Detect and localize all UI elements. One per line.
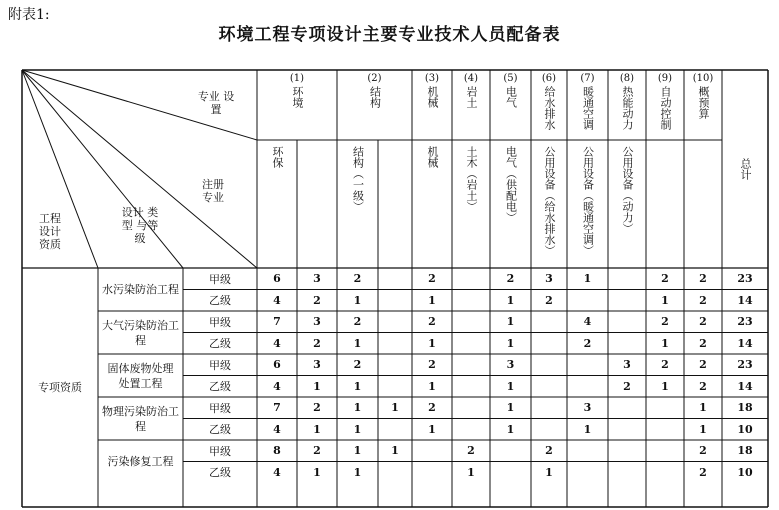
design-type-4: 物理污染防治工程 [102, 404, 179, 433]
table-cell: 2 [699, 272, 707, 286]
table-cell: 1 [313, 379, 321, 393]
table-cell: 3 [623, 358, 631, 372]
table-cell: 18 [737, 401, 753, 415]
table-cell: 3 [545, 272, 553, 286]
table-cell: 2 [545, 293, 553, 307]
specialty-name-10: 概预算 [697, 86, 710, 119]
table-cell: 1 [661, 336, 669, 350]
table-cell: 2 [313, 444, 321, 458]
table-cell: 2 [313, 401, 321, 415]
registered-specialty-1: 环保 [271, 146, 284, 168]
registered-specialty-5: 机械 [426, 146, 439, 168]
table-cell: 1 [506, 315, 515, 329]
table-cell: 2 [661, 358, 669, 372]
specialty-number-10: (10) [692, 73, 714, 84]
table-cell: 2 [545, 444, 553, 458]
table-cell: 1 [391, 444, 399, 458]
specialty-number-3: (3) [424, 73, 440, 84]
table-cell: 7 [273, 315, 281, 329]
specialty-number-4: (4) [463, 73, 479, 84]
table-cell: 1 [506, 293, 515, 307]
specialty-name-7: 暖通空调 [581, 86, 595, 130]
table-cell: 8 [273, 444, 281, 458]
grade-label: 乙级 [209, 423, 231, 437]
table-cell: 23 [737, 315, 753, 329]
table-cell: 2 [699, 358, 707, 372]
table-cell: 1 [699, 401, 707, 415]
specialty-number-9: (9) [657, 73, 673, 84]
specialty-name-9: 自动控制 [659, 86, 672, 130]
design-type-1: 水污染防治工程 [102, 283, 179, 296]
table-cell: 2 [699, 444, 707, 458]
table-cell: 2 [623, 379, 631, 393]
grade-label: 乙级 [209, 380, 231, 394]
table-cell: 3 [313, 272, 321, 286]
table-cell: 4 [273, 379, 281, 393]
table-cell: 1 [428, 422, 436, 436]
table-cell: 6 [273, 358, 281, 372]
table-cell: 2 [661, 315, 669, 329]
table-cell: 2 [699, 379, 707, 393]
table-cell: 1 [428, 293, 436, 307]
specialty-name-5: 电气 [504, 86, 518, 108]
specialty-setting-label: 专业 设置 [197, 90, 235, 116]
specialty-number-8: (8) [619, 73, 635, 84]
specialty-name-4: 岩土 [465, 86, 478, 108]
table-cell: 1 [353, 401, 362, 415]
qualification-name: 专项资质 [38, 381, 82, 394]
specialty-name-1: 环境 [291, 86, 304, 108]
grade-label: 乙级 [209, 466, 231, 480]
table-cell: 2 [699, 293, 707, 307]
specialty-number-1: (1) [289, 73, 305, 84]
specialty-name-6: 给水排水 [543, 86, 556, 130]
table-cell: 1 [545, 465, 553, 479]
grade-label: 甲级 [209, 315, 231, 329]
table-cell: 3 [506, 358, 515, 372]
design-type-2: 大气污染防治工程 [102, 318, 179, 347]
grade-label: 甲级 [209, 444, 231, 458]
table-cell: 2 [428, 401, 436, 415]
table-cell: 10 [737, 465, 753, 479]
table-title: 环境工程专项设计主要专业技术人员配备表 [218, 25, 561, 45]
grade-label: 甲级 [209, 401, 231, 415]
specialty-number-7: (7) [580, 73, 595, 84]
table-cell: 2 [661, 272, 669, 286]
table-cell: 1 [506, 401, 515, 415]
table-cell: 4 [273, 422, 281, 436]
table-cell: 18 [737, 444, 753, 458]
table-cell: 2 [699, 315, 707, 329]
table-cell: 1 [313, 422, 321, 436]
table-cell: 1 [661, 379, 669, 393]
table-cell: 3 [313, 358, 321, 372]
registered-specialty-7: 电气（供配电） [504, 146, 518, 223]
table-cell: 2 [353, 358, 362, 372]
specialty-name-3: 机械 [426, 86, 439, 108]
specialty-number-6: (6) [541, 73, 557, 84]
table-cell: 1 [428, 336, 436, 350]
table-cell: 1 [506, 336, 515, 350]
table-cell: 2 [353, 272, 362, 286]
qualification-label: 工程 设计 资质 [39, 212, 61, 251]
table-cell: 2 [313, 293, 321, 307]
table-cell: 1 [661, 293, 669, 307]
table-cell: 2 [428, 315, 436, 329]
table-cell: 14 [737, 379, 753, 393]
table-cell: 1 [313, 465, 321, 479]
registered-specialty-9: 公用设备（暖通空调） [581, 146, 595, 256]
registered-specialty-8: 公用设备（给水排水） [543, 146, 556, 256]
table-cell: 1 [428, 379, 436, 393]
table-cell: 23 [737, 358, 753, 372]
table-cell: 23 [737, 272, 753, 286]
table-cell: 6 [273, 272, 281, 286]
table-cell: 1 [583, 422, 592, 436]
specialty-number-5: (5) [503, 73, 518, 84]
table-cell: 4 [273, 465, 281, 479]
total-header: 总计 [739, 158, 752, 180]
table-cell: 1 [391, 401, 399, 415]
design-type-5: 污染修复工程 [107, 455, 174, 468]
table-cell: 4 [273, 293, 281, 307]
table-cell: 1 [467, 465, 475, 479]
table-cell: 1 [583, 272, 592, 286]
table-cell: 2 [353, 315, 362, 329]
table-cell: 3 [583, 401, 592, 415]
table-cell: 2 [583, 336, 592, 350]
table-cell: 2 [699, 336, 707, 350]
grade-label: 甲级 [209, 272, 231, 286]
table-cell: 1 [353, 379, 362, 393]
table-cell: 1 [506, 379, 515, 393]
table-cell: 1 [353, 422, 362, 436]
registered-specialty-label: 注册 专业 [202, 178, 224, 204]
table-cell: 1 [353, 293, 362, 307]
table-cell: 1 [506, 422, 515, 436]
table-cell: 1 [353, 336, 362, 350]
table-cell: 1 [353, 444, 362, 458]
design-type-3: 固体废物处理 处置工程 [107, 361, 174, 390]
specialty-number-2: (2) [367, 73, 382, 84]
table-cell: 10 [737, 422, 753, 436]
table-cell: 4 [273, 336, 281, 350]
table-cell: 2 [467, 444, 475, 458]
table-cell: 4 [583, 315, 592, 329]
table-cell: 1 [699, 422, 707, 436]
grade-label: 乙级 [209, 337, 231, 351]
table-cell: 2 [506, 272, 515, 286]
table-cell: 2 [699, 465, 707, 479]
grade-label: 乙级 [209, 294, 231, 308]
registered-specialty-10: 公用设备（动力） [621, 146, 634, 234]
specialty-name-2: 结构 [368, 86, 382, 108]
table-cell: 2 [428, 358, 436, 372]
table-cell: 14 [737, 336, 753, 350]
table-cell: 14 [737, 293, 753, 307]
appendix-label: 附表1: [8, 7, 50, 23]
design-type-label: 设计 类型 与等级 [121, 206, 159, 245]
grade-label: 甲级 [209, 358, 231, 372]
registered-specialty-6: 土木（岩土） [465, 146, 478, 212]
table-cell: 3 [313, 315, 321, 329]
specialty-name-8: 热能动力 [621, 86, 634, 130]
registered-specialty-3: 结构（一级） [351, 146, 365, 212]
table-cell: 1 [353, 465, 362, 479]
table-cell: 2 [313, 336, 321, 350]
table-cell: 2 [428, 272, 436, 286]
table-cell: 7 [273, 401, 281, 415]
